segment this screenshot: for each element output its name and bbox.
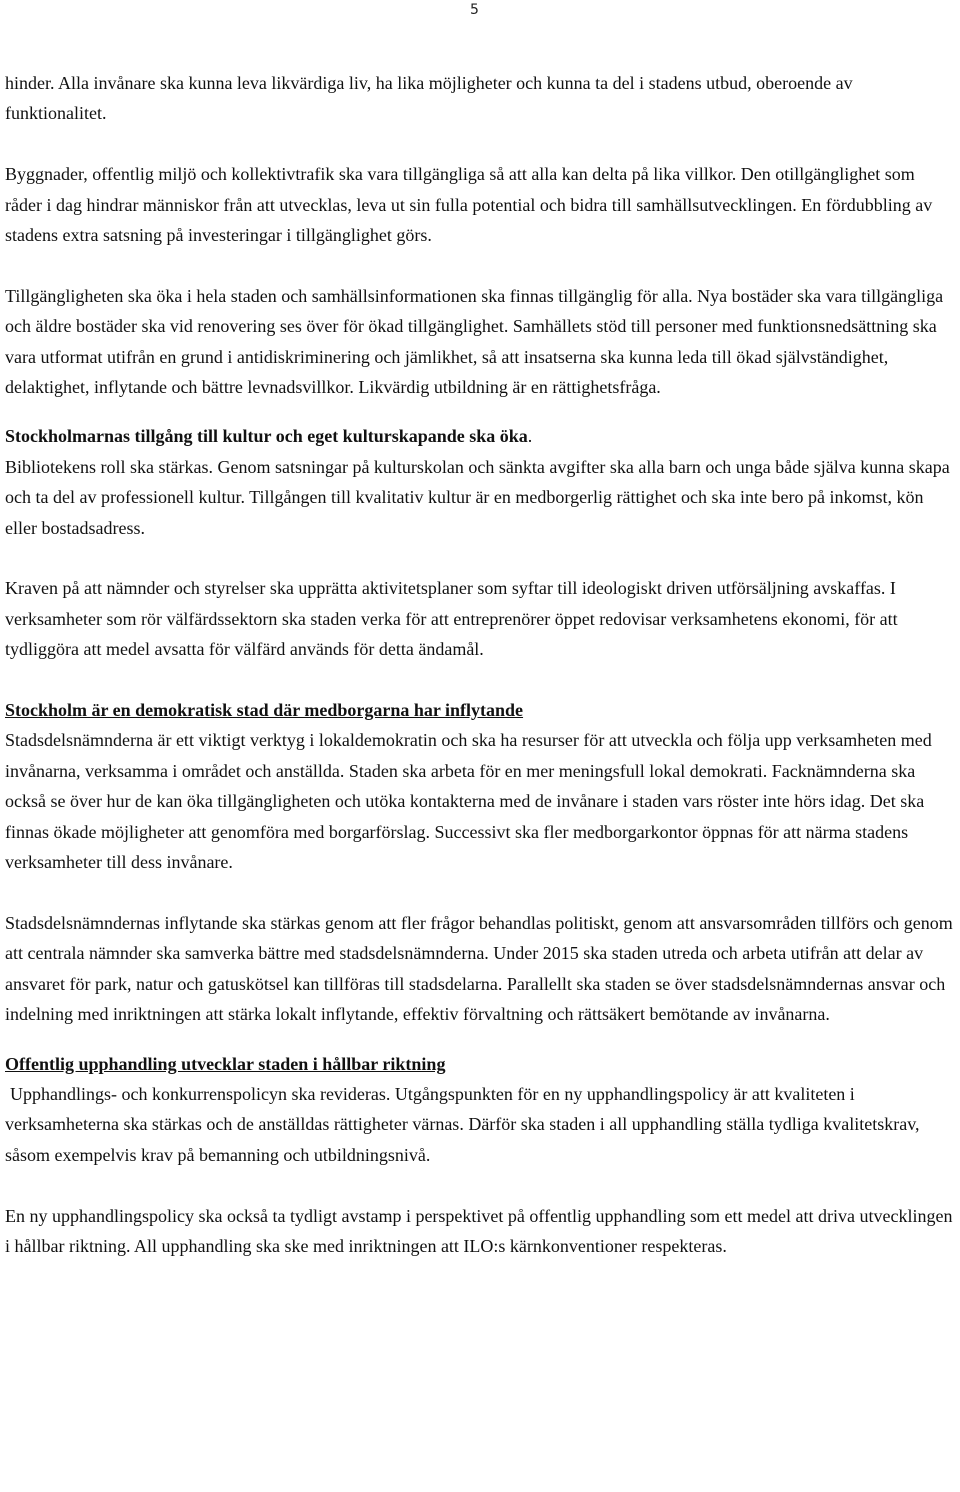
paragraph-accessibility-housing: Tillgängligheten ska öka i hela staden och samhällsinformationen ska finnas tillgänglig för alla. Nya bostäder ska vara tillgängliga och äldre bostäder ska vid renovering ses över för ökad tillgänglighet. Samhällets stöd till personer med funktionsnedsättning ska vara utformat utifrån en grund i antidiskriminering och jämlikhet, så att insatserna ska kunna leda till ökad självständighet, delaktighet, inflytande och bättre levnadsvillkor. Likvärdig utbildning är en rättighetsfråga. [5,285,944,398]
paragraph-spacer [5,1170,955,1200]
heading-democracy: Stockholm är en demokratisk stad där medborgarna har inflytande [5,700,524,721]
paragraph-procurement-policy-text: Upphandlings- och konkurrenspolicyn ska revideras. Utgångspunkten för en ny upphandlingspolicy är att kvaliteten i verksamheterna ska stärkas och de anställdas rättigheter värnas. Därför ska staden i all upphandling ställa tydliga kvalitetskrav, såsom exempelvis krav på bemanning och utbildningsnivå. [5,1083,920,1165]
paragraph-district-committees: Stadsdelsnämnderna är ett viktigt verktyg i lokaldemokratin och ska ha resurser för att utveckla och följa upp verksamheten med invånarna, verksamma i området och anställda. Staden ska arbeta för en mer meningsfull lokal demokrati. Facknämnderna ska också se över hur de kan öka tillgängligheten och utöka kontakterna med de invånare i staden vars röster inte hörs idag. Det ska finnas ökade möjligheter att genomföra med borgarförslag. Successivt ska fler medborgarkontor öppnas för att närma stadens verksamheter till dess invånare. [5,730,932,873]
paragraph-accessibility-intro: hinder. Alla invånare ska kunna leva likvärdiga liv, ha lika möjligheter och kunna ta del i stadens utbud, oberoende av funktionalitet. [5,73,853,124]
paragraph-libraries: Bibliotekens roll ska stärkas. Genom satsningar på kulturskolan och sänkta avgifter ska alla barn och unga både själva kunna skapa och ta del av professionell kultur. Tillgången till kvalitativ kultur är en medborgerlig rättighet och ska inte bero på inkomst, kön eller bostadsadress. [5,456,950,538]
paragraph-spacer [5,402,955,421]
paragraph-spacer [5,878,955,908]
page-number: 5 [470,2,479,18]
paragraph-accessibility-buildings: Byggnader, offentlig miljö och kollektivtrafik ska vara tillgängliga så att alla kan delta på lika villkor. Den otillgänglighet som råder i dag hindrar människor från att utvecklas, leva ut sin fulla potential och bidra till samhällsutvecklingen. En fördubbling av stadens extra satsning på investeringar i tillgänglighet görs. [5,164,933,246]
document-body [5,68,955,1261]
paragraph-district-influence: Stadsdelsnämndernas inflytande ska stärkas genom att fler frågor behandlas politiskt, genom att ansvarsområden tillförs och genom att centrala nämnder ska samverka bättre med stadsdelsnämnderna. Under 2015 ska staden utreda och arbeta utifrån att delar av ansvaret för park, natur och gatuskötsel kan tillföras till stadsdelarna. Parallellt ska staden se över stadsdelsnämndernas ansvar och indelning med inriktningen att stärka lokalt inflytande, effektiv förvaltning och rättsäkert bemötande av invånarna. [5,912,953,1025]
heading-procurement: Offentlig upphandling utvecklar staden i hållbar riktning [5,1053,446,1074]
heading-culture-block [5,421,955,451]
paragraph-procurement-policy [5,1079,955,1170]
heading-culture: Stockholmarnas tillgång till kultur och eget kulturskapande ska öka [5,426,528,447]
paragraph-spacer [5,129,955,159]
paragraph-spacer [5,665,955,695]
paragraph-spacer [5,250,955,280]
paragraph-activity-plans: Kraven på att nämnder och styrelser ska upprätta aktivitetsplaner som syftar till ideologiskt driven utförsäljning avskaffas. I verksamheter som rör välfärdssektorn ska staden verka för att entreprenörer öppet redovisar verksamhetens ekonomi, för att tydliggöra att medel avsatta för välfärd används för detta ändamål. [5,578,898,660]
paragraph-spacer [5,543,955,573]
paragraph-ilo-conventions: En ny upphandlingspolicy ska också ta tydligt avstamp i perspektivet på offentlig upphandling som ett medel att driva utvecklingen i hållbar riktning. All upphandling ska ske med inriktningen att ILO:s kärnkonventioner respekteras. [5,1205,953,1256]
heading-culture-period: . [527,426,533,447]
paragraph-spacer [5,1030,955,1049]
